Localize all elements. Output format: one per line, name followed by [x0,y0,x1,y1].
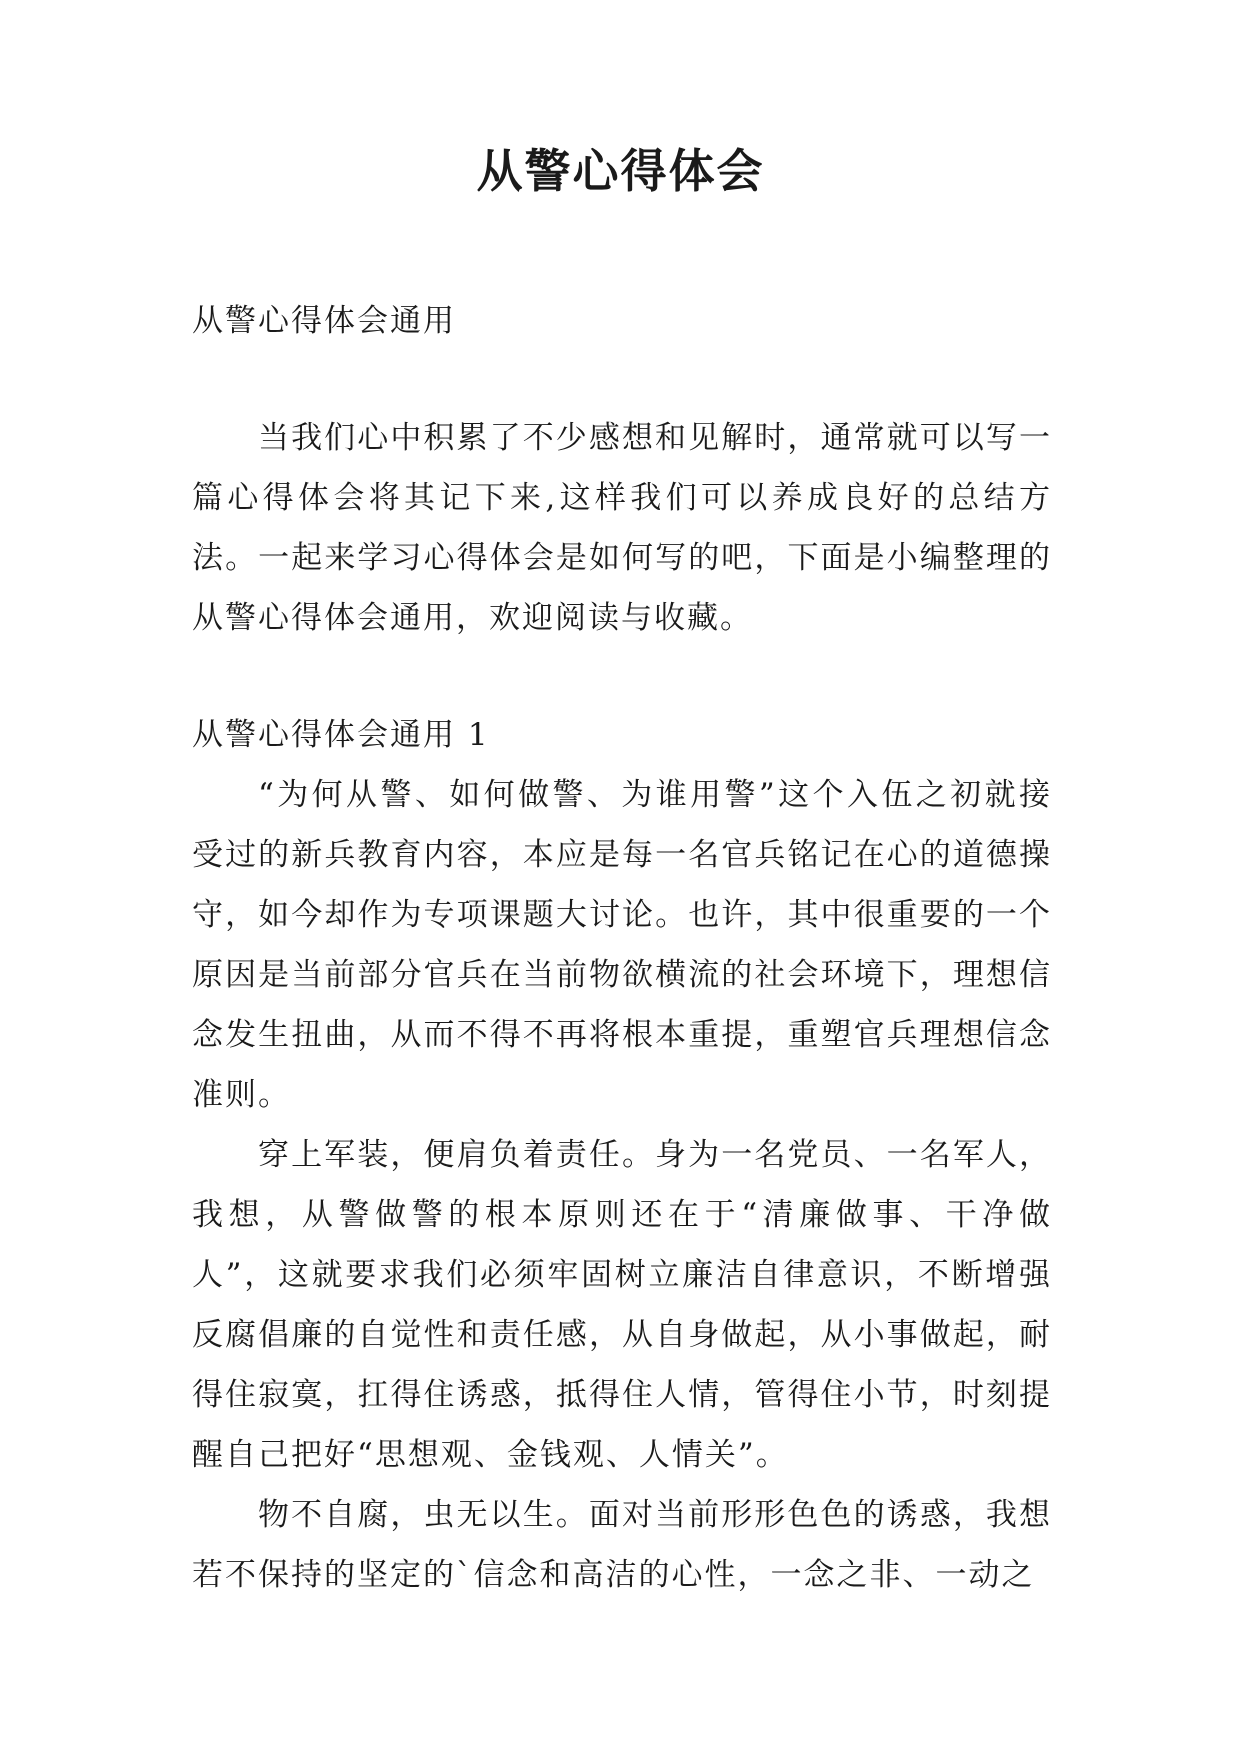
section-heading: 从警心得体会通用 1 [192,717,490,753]
document-subtitle: 从警心得体会通用 [192,303,456,339]
intro-paragraph: 当我们心中积累了不少感想和见解时，通常就可以写一篇心得体会将其记下来,这样我们可以养成良好的总结方法。一起来学习心得体会是如何写的吧，下面是小编整理的从警心得体会通用，欢迎阅读与收藏。 [192,420,1052,636]
document-body [192,291,1052,1605]
body-paragraph: “为何从警、如何做警、为谁用警”这个入伍之初就接受过的新兵教育内容，本应是每一名官兵铭记在心的道德操守，如今却作为专项课题大讨论。也许，其中很重要的一个原因是当前部分官兵在当前物欲横流的社会环境下，理想信念发生扭曲，从而不得不再将根本重提，重塑官兵理想信念准则。 [192,777,1052,1113]
body-paragraph: 物不自腐，虫无以生。面对当前形形色色的诱惑，我想若不保持的坚定的`信念和高洁的心性，一念之非、一动之 [192,1497,1052,1593]
document-title: 从警心得体会 [476,144,765,198]
body-paragraph: 穿上军装，便肩负着责任。身为一名党员、一名军人，我想，从警做警的根本原则还在于“清廉做事、干净做人”，这就要求我们必须牢固树立廉洁自律意识，不断增强反腐倡廉的自觉性和责任感，从自身做起，从小事做起，耐得住寂寞，扛得住诱惑，抵得住人情，管得住小节，时刻提醒自己把好“思想观、金钱观、人情关”。 [192,1137,1052,1473]
